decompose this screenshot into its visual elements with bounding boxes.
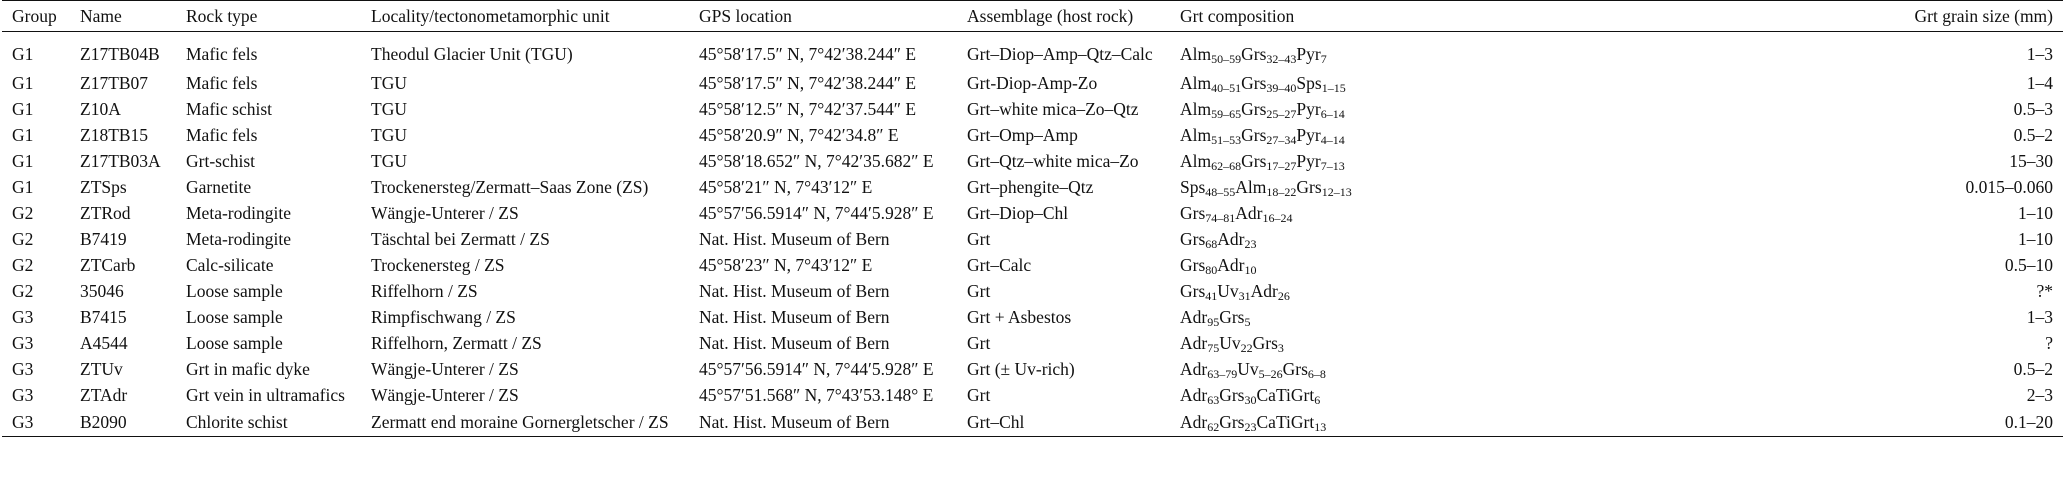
cell-grain-size: 0.5–10 (2004, 254, 2053, 275)
cell-rock-type: Mafic fels (186, 124, 258, 145)
endmember-proportion: 1–15 (1321, 80, 1346, 95)
endmember-proportion: 16–24 (1262, 210, 1293, 225)
endmember-name: Sps (1180, 176, 1206, 197)
endmember-name: Grs (1219, 384, 1245, 405)
endmember-proportion: 40–51 (1211, 80, 1242, 95)
endmember-proportion: 7 (1320, 52, 1327, 66)
cell-assemblage: Grt + Asbestos (967, 306, 1072, 327)
table-row (2, 32, 2063, 71)
cell-rock-type: Grt in mafic dyke (186, 358, 310, 379)
cell-name: ZTCarb (80, 254, 136, 275)
endmember-name: Pyr (1296, 44, 1321, 64)
endmember-proportion: 63 (1207, 392, 1220, 407)
cell-grt-composition (1170, 252, 1405, 278)
endmember-proportion: 25–27 (1266, 106, 1297, 121)
cell-locality: Trockenersteg / ZS (371, 254, 505, 275)
table-row (2, 356, 2063, 382)
cell-rock-type: Grt-schist (186, 150, 256, 171)
endmember-proportion: 13 (1314, 419, 1327, 434)
cell-assemblage: Grt–Qtz–white mica–Zo (967, 150, 1139, 171)
cell-locality: Wängje-Unterer / ZS (371, 358, 519, 379)
cell-rock-type: Garnetite (186, 176, 252, 197)
cell-locality: Riffelhorn, Zermatt / ZS (371, 332, 542, 353)
cell-name: B2090 (70, 408, 176, 437)
cell-grain-size: ? (2045, 332, 2053, 353)
cell-name: Z17TB07 (80, 72, 149, 93)
cell-assemblage: Grt–Diop–Chl (967, 202, 1069, 223)
endmember-name: Alm (1180, 98, 1212, 119)
endmember-proportion: 51–53 (1211, 132, 1242, 147)
endmember-proportion: 80 (1205, 262, 1218, 277)
cell-grain-size: 1–3 (2026, 44, 2053, 64)
table-row (2, 330, 2063, 356)
cell-assemblage: Grt (967, 332, 991, 353)
cell-grt-composition (1170, 200, 1405, 226)
cell-grain-size: 1–10 (2018, 202, 2053, 223)
endmember-name: Adr (1235, 202, 1263, 223)
endmember-name: Grs (1241, 124, 1267, 145)
cell-grain-size: 1–10 (2018, 228, 2053, 249)
table-row (2, 70, 2063, 96)
endmember-name: Alm (1235, 176, 1267, 197)
cell-group: G1 (12, 98, 34, 119)
cell-locality: Täschtal bei Zermatt / ZS (371, 228, 550, 249)
cell-locality: Rimpfischwang / ZS (371, 306, 516, 327)
cell-group: G2 (12, 280, 34, 301)
table-row (2, 148, 2063, 174)
cell-name: 35046 (80, 280, 124, 301)
endmember-name: Grs (1296, 176, 1322, 197)
header-locality: Locality/tectonometamorphic unit (361, 1, 689, 32)
endmember-proportion: 22 (1240, 340, 1253, 355)
endmember-name: Adr (1180, 384, 1208, 405)
header-grt-composition: Grt composition (1170, 1, 1405, 32)
cell-grain-size: 0.5–3 (2013, 98, 2053, 119)
endmember-proportion: 62–68 (1211, 158, 1242, 173)
table-row (2, 200, 2063, 226)
cell-locality: TGU (371, 124, 407, 145)
endmember-name: Adr (1180, 332, 1208, 353)
cell-assemblage: Grt–white mica–Zo–Qtz (967, 98, 1139, 119)
endmember-proportion: 74–81 (1205, 210, 1236, 225)
header-grain-size: Grt grain size (mm) (1405, 1, 2063, 32)
cell-grt-composition (1170, 32, 1405, 71)
endmember-name: Adr (1217, 254, 1245, 275)
cell-grain-size: 2–3 (2026, 384, 2053, 405)
cell-name: ZTRod (80, 202, 131, 223)
cell-locality: Wängje-Unterer / ZS (371, 202, 519, 223)
cell-grt-composition (1170, 174, 1405, 200)
cell-group: G1 (12, 124, 34, 145)
cell-gps: 45°57′56.5914″ N, 7°44′5.928″ E (699, 358, 934, 379)
endmember-proportion: 68 (1205, 236, 1218, 251)
cell-gps: Nat. Hist. Museum of Bern (699, 332, 890, 353)
endmember-name: Adr (1250, 280, 1278, 301)
cell-gps: 45°58′20.9″ N, 7°42′34.8″ E (699, 124, 899, 145)
table-row (2, 226, 2063, 252)
cell-name: B7415 (80, 306, 127, 327)
endmember-proportion: 6–8 (1307, 366, 1326, 381)
cell-group: G1 (12, 72, 34, 93)
cell-grt-composition (1170, 278, 1405, 304)
endmember-name: Grs (1241, 44, 1267, 64)
endmember-name: Pyr (1296, 124, 1321, 145)
cell-grain-size: 0.015–0.060 (1965, 176, 2053, 197)
cell-rock-type: Mafic fels (186, 72, 258, 93)
cell-grain-size: 0.5–2 (2013, 358, 2053, 379)
header-rock-type: Rock type (176, 1, 361, 32)
table-row (2, 408, 2063, 437)
cell-grain-size: 0.1–20 (1405, 408, 2063, 437)
header-group: Group (2, 1, 70, 32)
cell-group: G1 (12, 176, 34, 197)
endmember-name: CaTiGrt (1256, 384, 1315, 405)
endmember-proportion: 27–34 (1266, 132, 1297, 147)
cell-locality: Wängje-Unterer / ZS (371, 384, 519, 405)
cell-grt-composition (1170, 356, 1405, 382)
cell-grt-composition (1170, 382, 1405, 408)
cell-name: ZTAdr (80, 384, 128, 405)
cell-grt-composition (1170, 408, 1405, 437)
cell-gps: 45°57′56.5914″ N, 7°44′5.928″ E (699, 202, 934, 223)
endmember-name: Uv (1217, 280, 1239, 301)
endmember-proportion: 5 (1244, 314, 1251, 329)
cell-gps: Nat. Hist. Museum of Bern (699, 280, 890, 301)
endmember-name: Adr (1180, 411, 1208, 432)
sample-table (2, 0, 2063, 437)
cell-rock-type: Loose sample (186, 332, 283, 353)
cell-grt-composition (1170, 226, 1405, 252)
cell-group: G1 (12, 150, 34, 171)
endmember-name: Pyr (1296, 150, 1321, 171)
cell-rock-type: Mafic fels (186, 44, 258, 64)
cell-locality: Riffelhorn / ZS (371, 280, 478, 301)
cell-gps: 45°58′23″ N, 7°43′12″ E (699, 254, 873, 275)
cell-rock-type: Chlorite schist (176, 408, 361, 437)
endmember-name: Uv (1237, 358, 1259, 379)
cell-rock-type: Grt vein in ultramafics (186, 384, 345, 405)
endmember-name: Grs (1180, 202, 1206, 223)
table-header-row (2, 1, 2063, 32)
endmember-proportion: 7–13 (1320, 158, 1345, 173)
endmember-name: Alm (1180, 72, 1212, 93)
endmember-proportion: 18–22 (1266, 184, 1297, 199)
cell-gps: 45°58′18.652″ N, 7°42′35.682″ E (699, 150, 934, 171)
cell-name: Z17TB03A (80, 150, 161, 171)
table-row (2, 96, 2063, 122)
cell-rock-type: Meta-rodingite (186, 228, 291, 249)
endmember-name: Grs (1252, 332, 1278, 353)
endmember-proportion: 6–14 (1320, 106, 1345, 121)
cell-assemblage: Grt–Omp–Amp (967, 124, 1078, 145)
cell-gps: Nat. Hist. Museum of Bern (699, 306, 890, 327)
cell-group: G3 (12, 358, 34, 379)
cell-grt-composition (1170, 330, 1405, 356)
cell-gps: Nat. Hist. Museum of Bern (699, 228, 890, 249)
endmember-name: Grs (1180, 228, 1206, 249)
table-row (2, 122, 2063, 148)
header-name: Name (70, 1, 176, 32)
endmember-name: Grs (1219, 411, 1245, 432)
cell-assemblage: Grt-Diop-Amp-Zo (967, 72, 1098, 93)
endmember-name: Alm (1180, 150, 1212, 171)
cell-gps: Nat. Hist. Museum of Bern (689, 408, 957, 437)
cell-assemblage: Grt–phengite–Qtz (967, 176, 1094, 197)
endmember-name: Grs (1241, 150, 1267, 171)
endmember-name: Grs (1219, 306, 1245, 327)
endmember-name: Adr (1180, 306, 1208, 327)
cell-group: G2 (12, 228, 34, 249)
cell-rock-type: Loose sample (186, 280, 283, 301)
cell-gps: 45°58′17.5″ N, 7°42′38.244″ E (699, 44, 917, 64)
cell-assemblage: Grt (± Uv-rich) (967, 358, 1075, 379)
endmember-proportion: 41 (1205, 288, 1218, 303)
endmember-proportion: 17–27 (1266, 158, 1297, 173)
endmember-name: Sps (1296, 72, 1322, 93)
endmember-proportion: 48–55 (1205, 184, 1236, 199)
endmember-proportion: 50–59 (1211, 52, 1242, 66)
endmember-name: Adr (1180, 358, 1208, 379)
endmember-proportion: 23 (1244, 236, 1257, 251)
cell-locality: TGU (371, 150, 407, 171)
cell-group: G3 (12, 306, 34, 327)
cell-group: G2 (12, 202, 34, 223)
endmember-name: Grs (1180, 254, 1206, 275)
table-row (2, 174, 2063, 200)
cell-grain-size: 0.5–2 (2013, 124, 2053, 145)
endmember-name: Grs (1241, 98, 1267, 119)
cell-name: Z17TB04B (80, 44, 160, 64)
cell-name: A4544 (80, 332, 128, 353)
cell-gps: 45°58′17.5″ N, 7°42′38.244″ E (699, 72, 917, 93)
table-row (2, 382, 2063, 408)
cell-locality: Theodul Glacier Unit (TGU) (371, 44, 573, 64)
table-body (2, 32, 2063, 437)
cell-assemblage: Grt (967, 280, 991, 301)
cell-group: G1 (12, 44, 34, 64)
cell-gps: 45°58′12.5″ N, 7°42′37.544″ E (699, 98, 917, 119)
cell-assemblage: Grt (967, 228, 991, 249)
cell-grain-size: 1–4 (2026, 72, 2053, 93)
cell-assemblage: Grt–Diop–Amp–Qtz–Calc (967, 44, 1153, 64)
endmember-proportion: 75 (1207, 340, 1220, 355)
endmember-proportion: 6 (1314, 392, 1321, 407)
endmember-proportion: 95 (1207, 314, 1220, 329)
endmember-name: Grs (1180, 280, 1206, 301)
table-row (2, 278, 2063, 304)
cell-name: B7419 (80, 228, 127, 249)
cell-grt-composition (1170, 122, 1405, 148)
endmember-proportion: 32–43 (1266, 52, 1297, 66)
header-gps: GPS location (689, 1, 957, 32)
cell-locality: TGU (371, 72, 407, 93)
cell-grain-size: 1–3 (2026, 306, 2053, 327)
table-row (2, 304, 2063, 330)
cell-rock-type: Meta-rodingite (186, 202, 291, 223)
cell-name: Z18TB15 (80, 124, 149, 145)
cell-grt-composition (1170, 304, 1405, 330)
cell-locality: Trockenersteg/Zermatt–Saas Zone (ZS) (371, 176, 649, 197)
cell-locality: Zermatt end moraine Gornergletscher / ZS (361, 408, 689, 437)
endmember-name: Grs (1241, 72, 1267, 93)
header-assemblage: Assemblage (host rock) (957, 1, 1170, 32)
cell-group: G3 (12, 384, 34, 405)
cell-grain-size: 15–30 (2009, 150, 2053, 171)
endmember-name: Alm (1180, 44, 1212, 64)
cell-group: G3 (2, 408, 70, 437)
endmember-proportion: 31 (1238, 288, 1251, 303)
cell-assemblage: Grt–Calc (967, 254, 1032, 275)
endmember-name: Alm (1180, 124, 1212, 145)
endmember-proportion: 3 (1277, 340, 1284, 355)
endmember-proportion: 12–13 (1321, 184, 1352, 199)
cell-grain-size: ?* (2036, 280, 2053, 301)
endmember-proportion: 62 (1207, 419, 1220, 434)
cell-name: Z10A (80, 98, 121, 119)
endmember-name: Pyr (1296, 98, 1321, 119)
cell-gps: 45°57′51.568″ N, 7°43′53.148° E (699, 384, 934, 405)
endmember-proportion: 4–14 (1320, 132, 1345, 147)
endmember-name: Grs (1282, 358, 1308, 379)
table-row (2, 252, 2063, 278)
endmember-proportion: 23 (1244, 419, 1257, 434)
endmember-proportion: 26 (1277, 288, 1290, 303)
cell-group: G3 (12, 332, 34, 353)
cell-grt-composition (1170, 70, 1405, 96)
endmember-name: Adr (1217, 228, 1245, 249)
endmember-proportion: 10 (1244, 262, 1257, 277)
endmember-name: CaTiGrt (1256, 411, 1315, 432)
endmember-proportion: 5–26 (1258, 366, 1283, 381)
cell-assemblage: Grt (967, 384, 991, 405)
cell-grt-composition (1170, 148, 1405, 174)
cell-name: ZTUv (80, 358, 123, 379)
endmember-proportion: 59–65 (1211, 106, 1242, 121)
cell-locality: TGU (371, 98, 407, 119)
cell-assemblage: Grt–Chl (957, 408, 1170, 437)
endmember-name: Uv (1219, 332, 1241, 353)
cell-group: G2 (12, 254, 34, 275)
cell-name: ZTSps (80, 176, 127, 197)
cell-rock-type: Loose sample (186, 306, 283, 327)
cell-grt-composition (1170, 96, 1405, 122)
endmember-proportion: 63–79 (1207, 366, 1238, 381)
cell-rock-type: Mafic schist (186, 98, 273, 119)
cell-gps: 45°58′21″ N, 7°43′12″ E (699, 176, 873, 197)
cell-rock-type: Calc-silicate (186, 254, 274, 275)
endmember-proportion: 39–40 (1266, 80, 1297, 95)
endmember-proportion: 30 (1244, 392, 1257, 407)
